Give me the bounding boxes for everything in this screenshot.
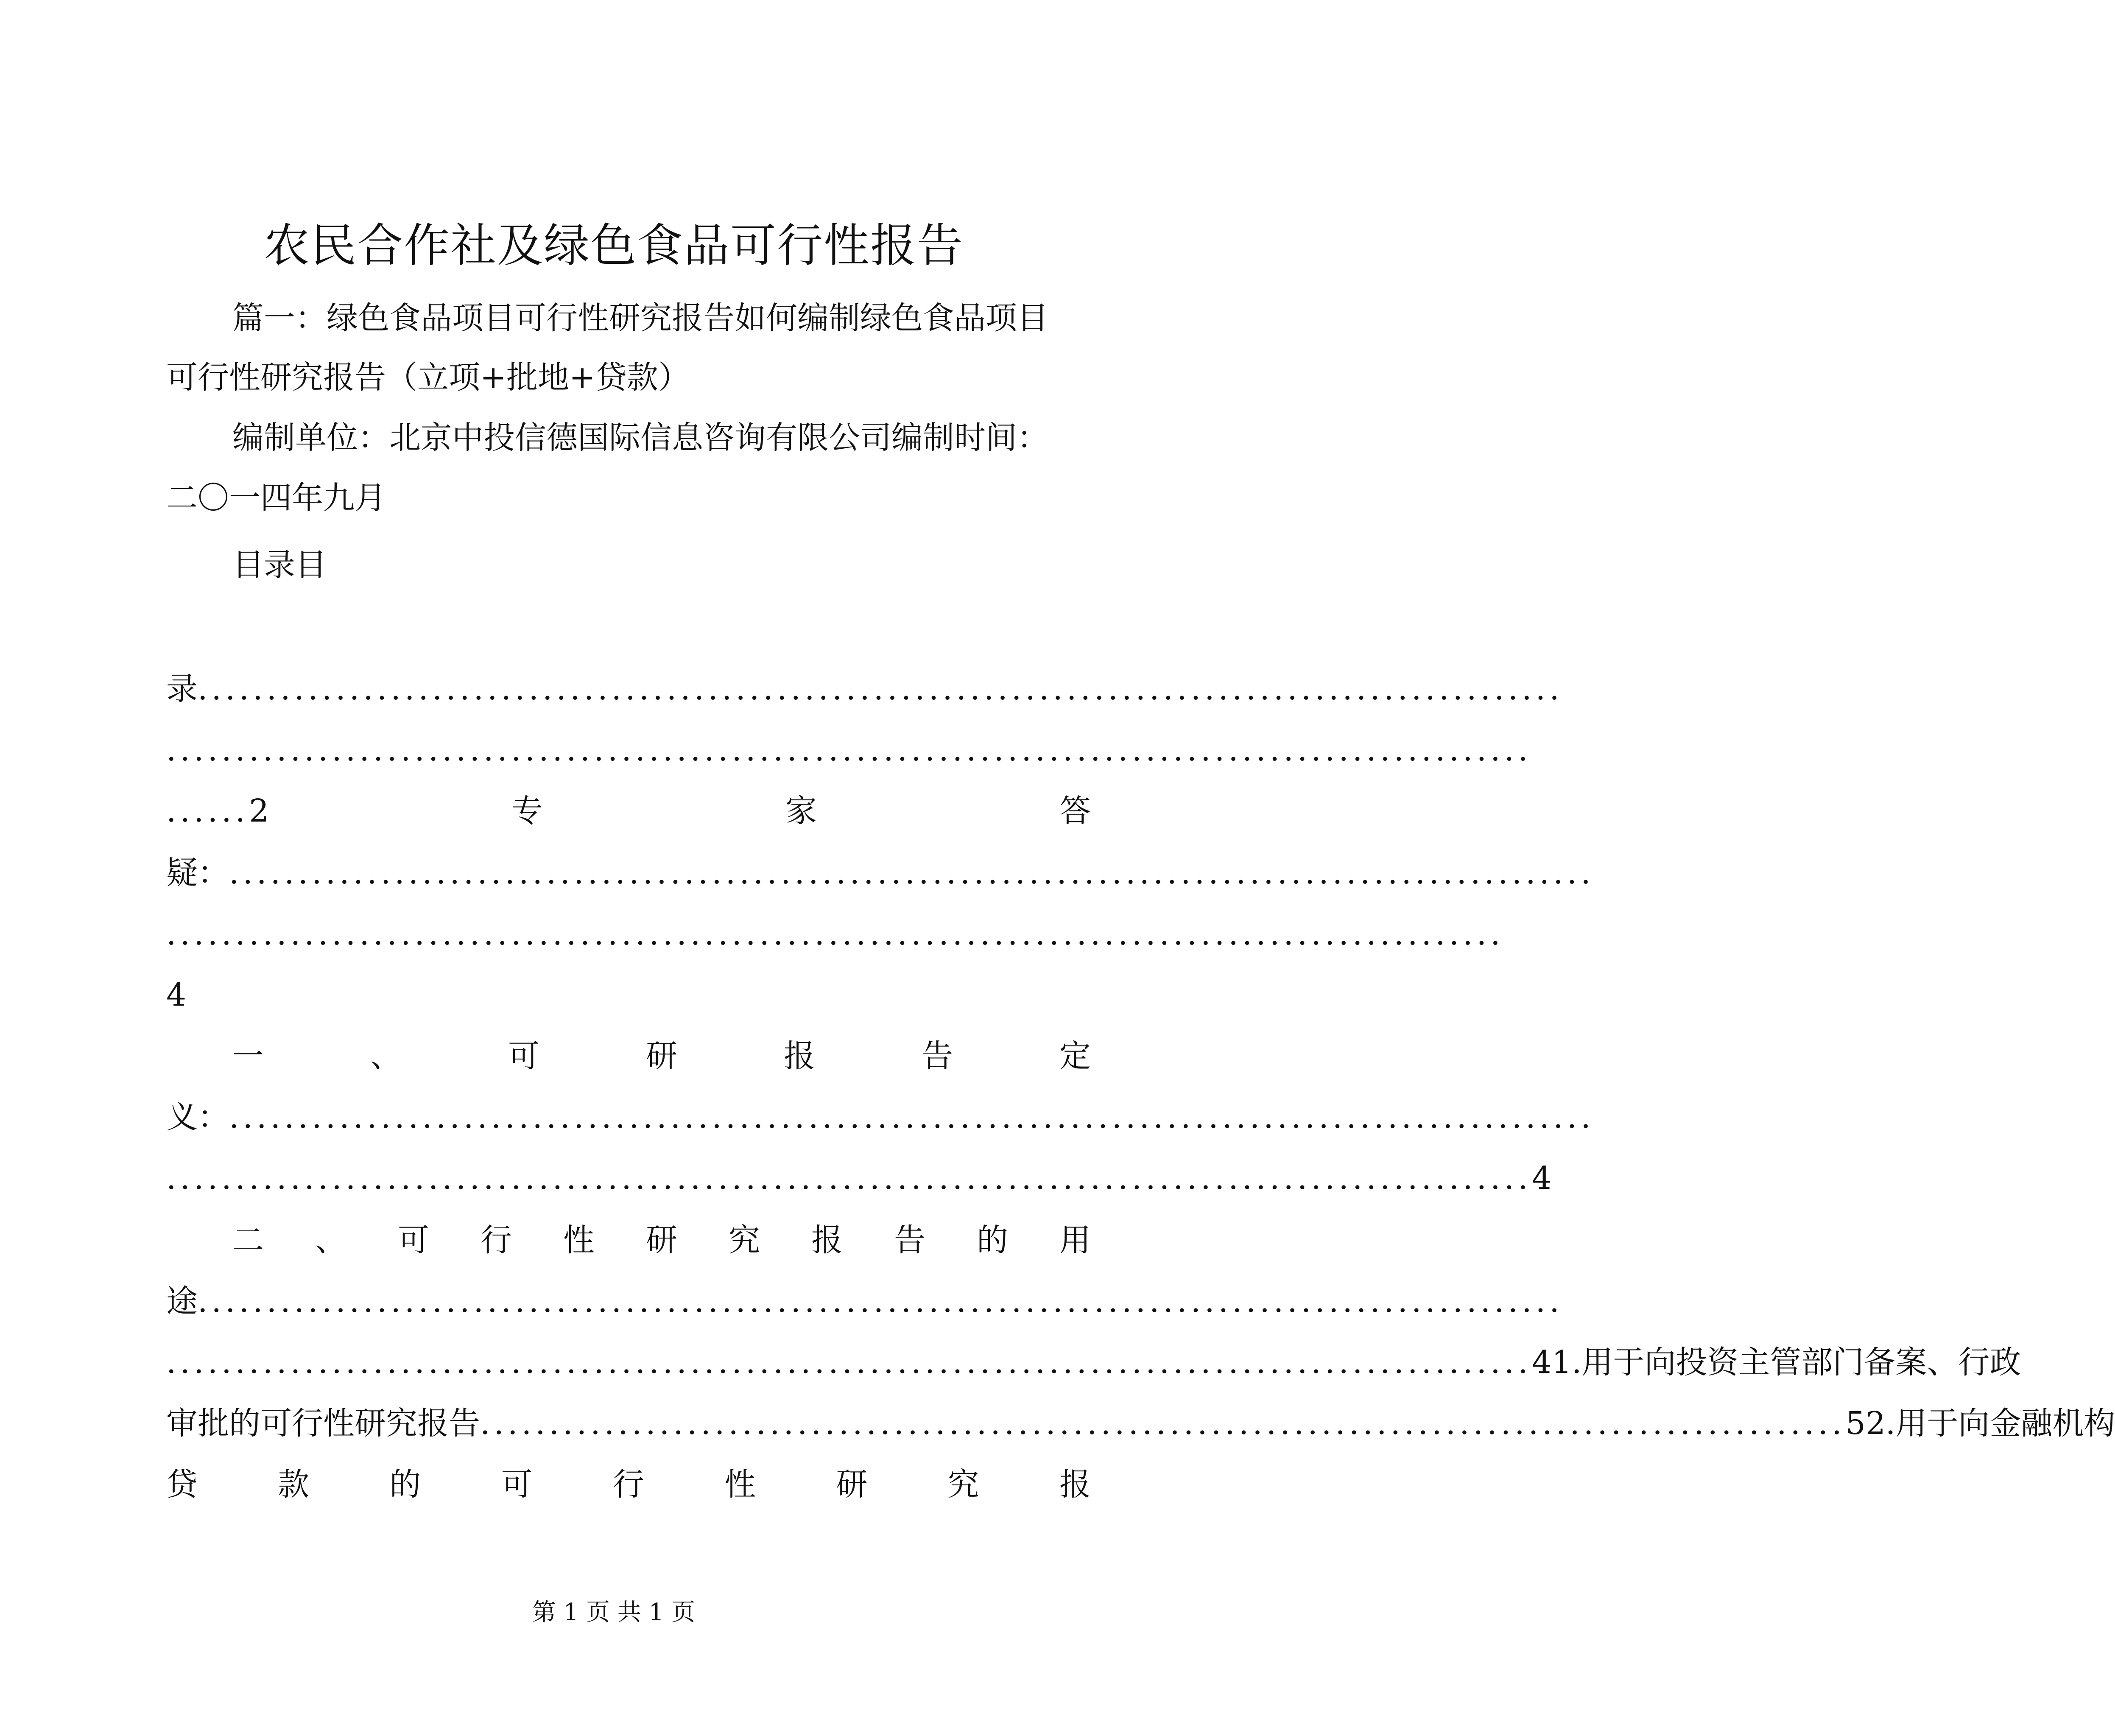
toc-row-9 — [166, 1157, 1552, 1199]
toc-row-14-char: 性 — [724, 1466, 756, 1503]
toc-row-8-leader: ................................................................................................... — [229, 1099, 1595, 1135]
toc-row-3 — [166, 790, 1091, 832]
toc-row-7 — [232, 1035, 1091, 1077]
toc-row-7-char: 、 — [370, 1038, 402, 1074]
toc-row-1-label: 录 — [166, 671, 198, 707]
toc-row-12-leader: ................................................................................................... — [166, 1344, 1532, 1381]
toc-row-8-label: 义： — [166, 1099, 229, 1135]
toc-row-13-entry: 52.用于向金融机构 — [1845, 1405, 2115, 1442]
toc-row-5-leader: ................................................................................................. — [166, 916, 1504, 952]
toc-row-3-char: 答 — [1059, 793, 1091, 829]
toc-row-14-char: 贷 — [166, 1466, 198, 1503]
toc-row-7-char: 定 — [1059, 1038, 1091, 1074]
toc-row-10-char: 、 — [315, 1222, 346, 1258]
toc-row-4 — [166, 852, 1595, 894]
toc-row-14-char: 可 — [501, 1466, 533, 1503]
toc-row-7-char: 一 — [232, 1038, 264, 1074]
toc-row-14-char: 行 — [613, 1466, 644, 1503]
toc-row-7-char: 报 — [784, 1038, 815, 1074]
toc-row-14 — [166, 1463, 1091, 1506]
toc-row-14-char: 研 — [836, 1466, 868, 1503]
toc-row-13-label: 审批的可行性研究报告 — [166, 1405, 480, 1442]
toc-row-10-char: 性 — [563, 1222, 595, 1258]
toc-row-7-char: 研 — [646, 1038, 677, 1074]
toc-row-5 — [166, 913, 1504, 955]
toc-row-9-leader: ................................................................................................... — [166, 1160, 1532, 1196]
intro-line-1: 篇一：绿色食品项目可行性研究报告如何编制绿色食品项目 — [232, 300, 1048, 336]
toc-row-14-char: 报 — [1059, 1466, 1091, 1503]
toc-row-2-leader: ................................................................................................... — [166, 732, 1532, 768]
toc-row-14-char: 究 — [947, 1466, 979, 1503]
toc-row-13 — [166, 1402, 2115, 1445]
toc-row-3-page: 2 — [249, 793, 269, 829]
toc-row-3-char: 家 — [785, 793, 817, 829]
toc-row-11-leader: ................................................................................................... — [198, 1283, 1563, 1319]
toc-row-2 — [166, 729, 1532, 771]
document-title: 农民合作社及绿色食品可行性报告 — [263, 219, 964, 272]
toc-row-10-char: 报 — [811, 1222, 843, 1258]
toc-row-7-char: 告 — [922, 1038, 953, 1074]
toc-row-10-char: 可 — [398, 1222, 429, 1258]
toc-row-10-char: 行 — [481, 1222, 512, 1258]
toc-row-4-leader: ................................................................................................... — [229, 855, 1595, 891]
toc-row-12-entry: 41.用于向投资主管部门备案、行政 — [1531, 1344, 2021, 1381]
toc-row-13-leader: ................................................................................................... — [480, 1405, 1846, 1442]
toc-row-12 — [166, 1341, 2021, 1384]
toc-row-10-char: 的 — [977, 1222, 1008, 1258]
toc-row-11 — [166, 1280, 1563, 1322]
toc-row-10-char: 究 — [729, 1222, 760, 1258]
toc-row-10-char: 用 — [1059, 1222, 1091, 1258]
toc-row-14-char: 款 — [278, 1466, 310, 1503]
toc-row-1-leader: ................................................................................................... — [198, 671, 1563, 707]
toc-row-10-char: 研 — [646, 1222, 677, 1258]
toc-heading: 目录目 — [232, 547, 327, 583]
toc-row-10-char: 二 — [232, 1222, 264, 1258]
toc-row-6-page: 4 — [166, 977, 187, 1013]
toc-row-3-start — [166, 790, 269, 832]
toc-row-7-char: 可 — [508, 1038, 539, 1074]
toc-row-8 — [166, 1096, 1595, 1138]
toc-row-10 — [232, 1219, 1091, 1261]
toc-row-9-page: 4 — [1531, 1160, 1552, 1196]
page-footer: 第 1 页 共 1 页 — [532, 1599, 696, 1626]
compiler-line-1: 编制单位：北京中投信德国际信息咨询有限公司编制时间： — [232, 419, 1048, 456]
compiler-line-2: 二〇一四年九月 — [166, 480, 386, 516]
toc-row-4-label: 疑： — [166, 855, 229, 891]
intro-line-2: 可行性研究报告（立项+批地+贷款） — [166, 359, 690, 396]
toc-row-3-leader: ...... — [166, 793, 249, 829]
toc-row-11-label: 途 — [166, 1283, 198, 1319]
toc-row-10-char: 告 — [894, 1222, 925, 1258]
toc-row-1 — [166, 668, 1563, 710]
toc-row-3-char: 专 — [511, 793, 543, 829]
toc-row-14-char: 的 — [389, 1466, 421, 1503]
